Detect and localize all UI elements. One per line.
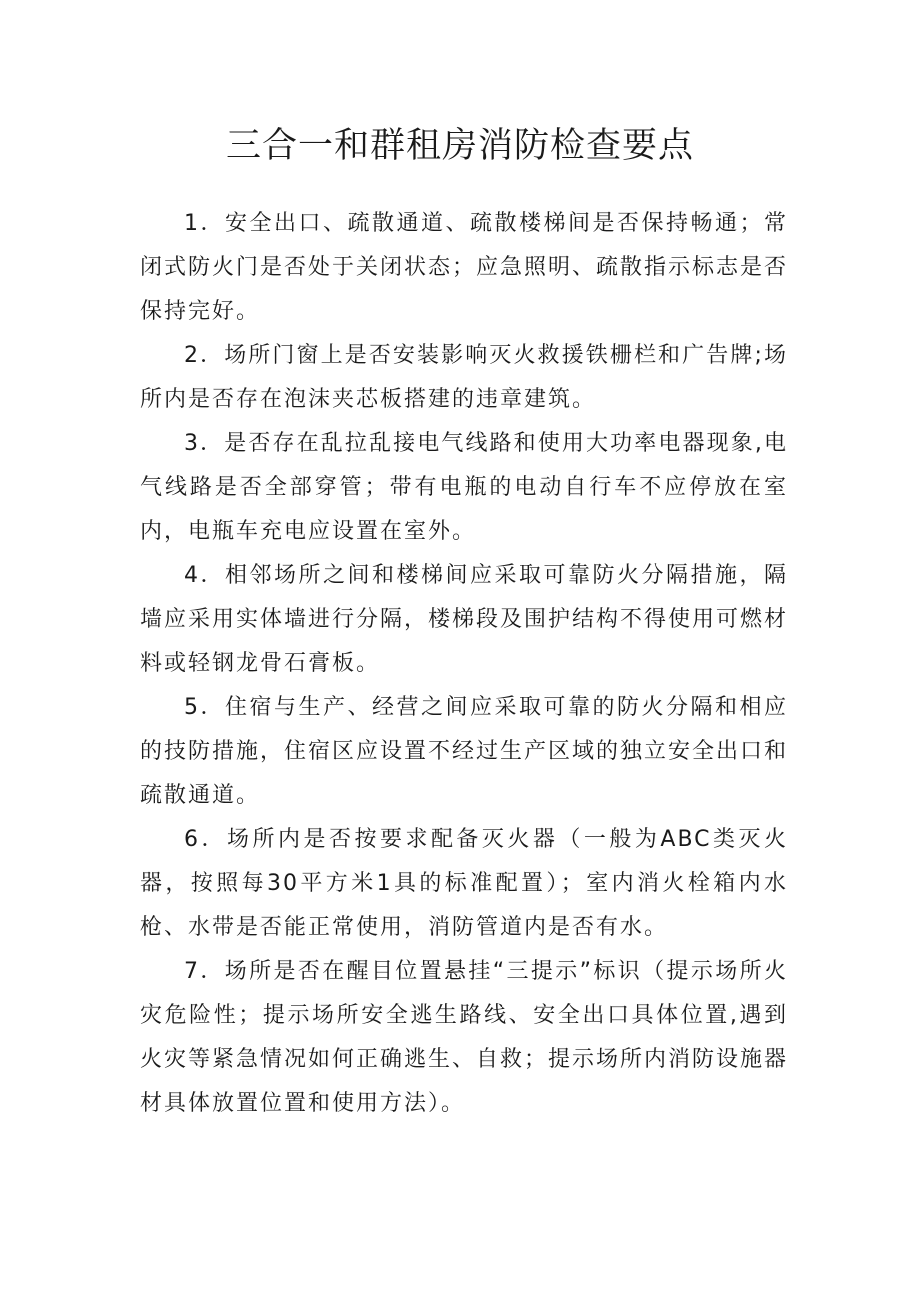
checklist-item-1: 1．安全出口、疏散通道、疏散楼梯间是否保持畅通；常闭式防火门是否处于关闭状态；应急照明、疏散指示标志是否保持完好。	[140, 211, 789, 324]
checklist-item-5: 5．住宿与生产、经营之间应采取可靠的防火分隔和相应的技防措施，住宿区应设置不经过生产区域的独立安全出口和疏散通道。	[140, 695, 789, 808]
checklist-item-4: 4．相邻场所之间和楼梯间应采取可靠防火分隔措施，隔墙应采用实体墙进行分隔，楼梯段及围护结构不得使用可燃材料或轻钢龙骨石膏板。	[140, 563, 789, 676]
checklist-item-7: 7．场所是否在醒目位置悬挂“三提示”标识（提示场所火灾危险性；提示场所安全逃生路线、安全出口具体位置,遇到火灾等紧急情况如何正确逃生、自救；提示场所内消防设施器材具体放置位置和使用方法）。	[140, 959, 789, 1116]
checklist-item-2: 2．场所门窗上是否安装影响灭火救援铁栅栏和广告牌;场所内是否存在泡沫夹芯板搭建的违章建筑。	[140, 343, 788, 412]
checklist-item-6: 6．场所内是否按要求配备灭火器（一般为ABC类灭火器，按照每30平方米1具的标准配置）；室内消火栓箱内水枪、水带是否能正常使用，消防管道内是否有水。	[140, 827, 788, 940]
document-title: 三合一和群租房消防检查要点	[225, 126, 694, 166]
document-body	[140, 202, 788, 1126]
checklist-item-3: 3．是否存在乱拉乱接电气线路和使用大功率电器现象,电气线路是否全部穿管；带有电瓶的电动自行车不应停放在室内，电瓶车充电应设置在室外。	[140, 431, 788, 544]
